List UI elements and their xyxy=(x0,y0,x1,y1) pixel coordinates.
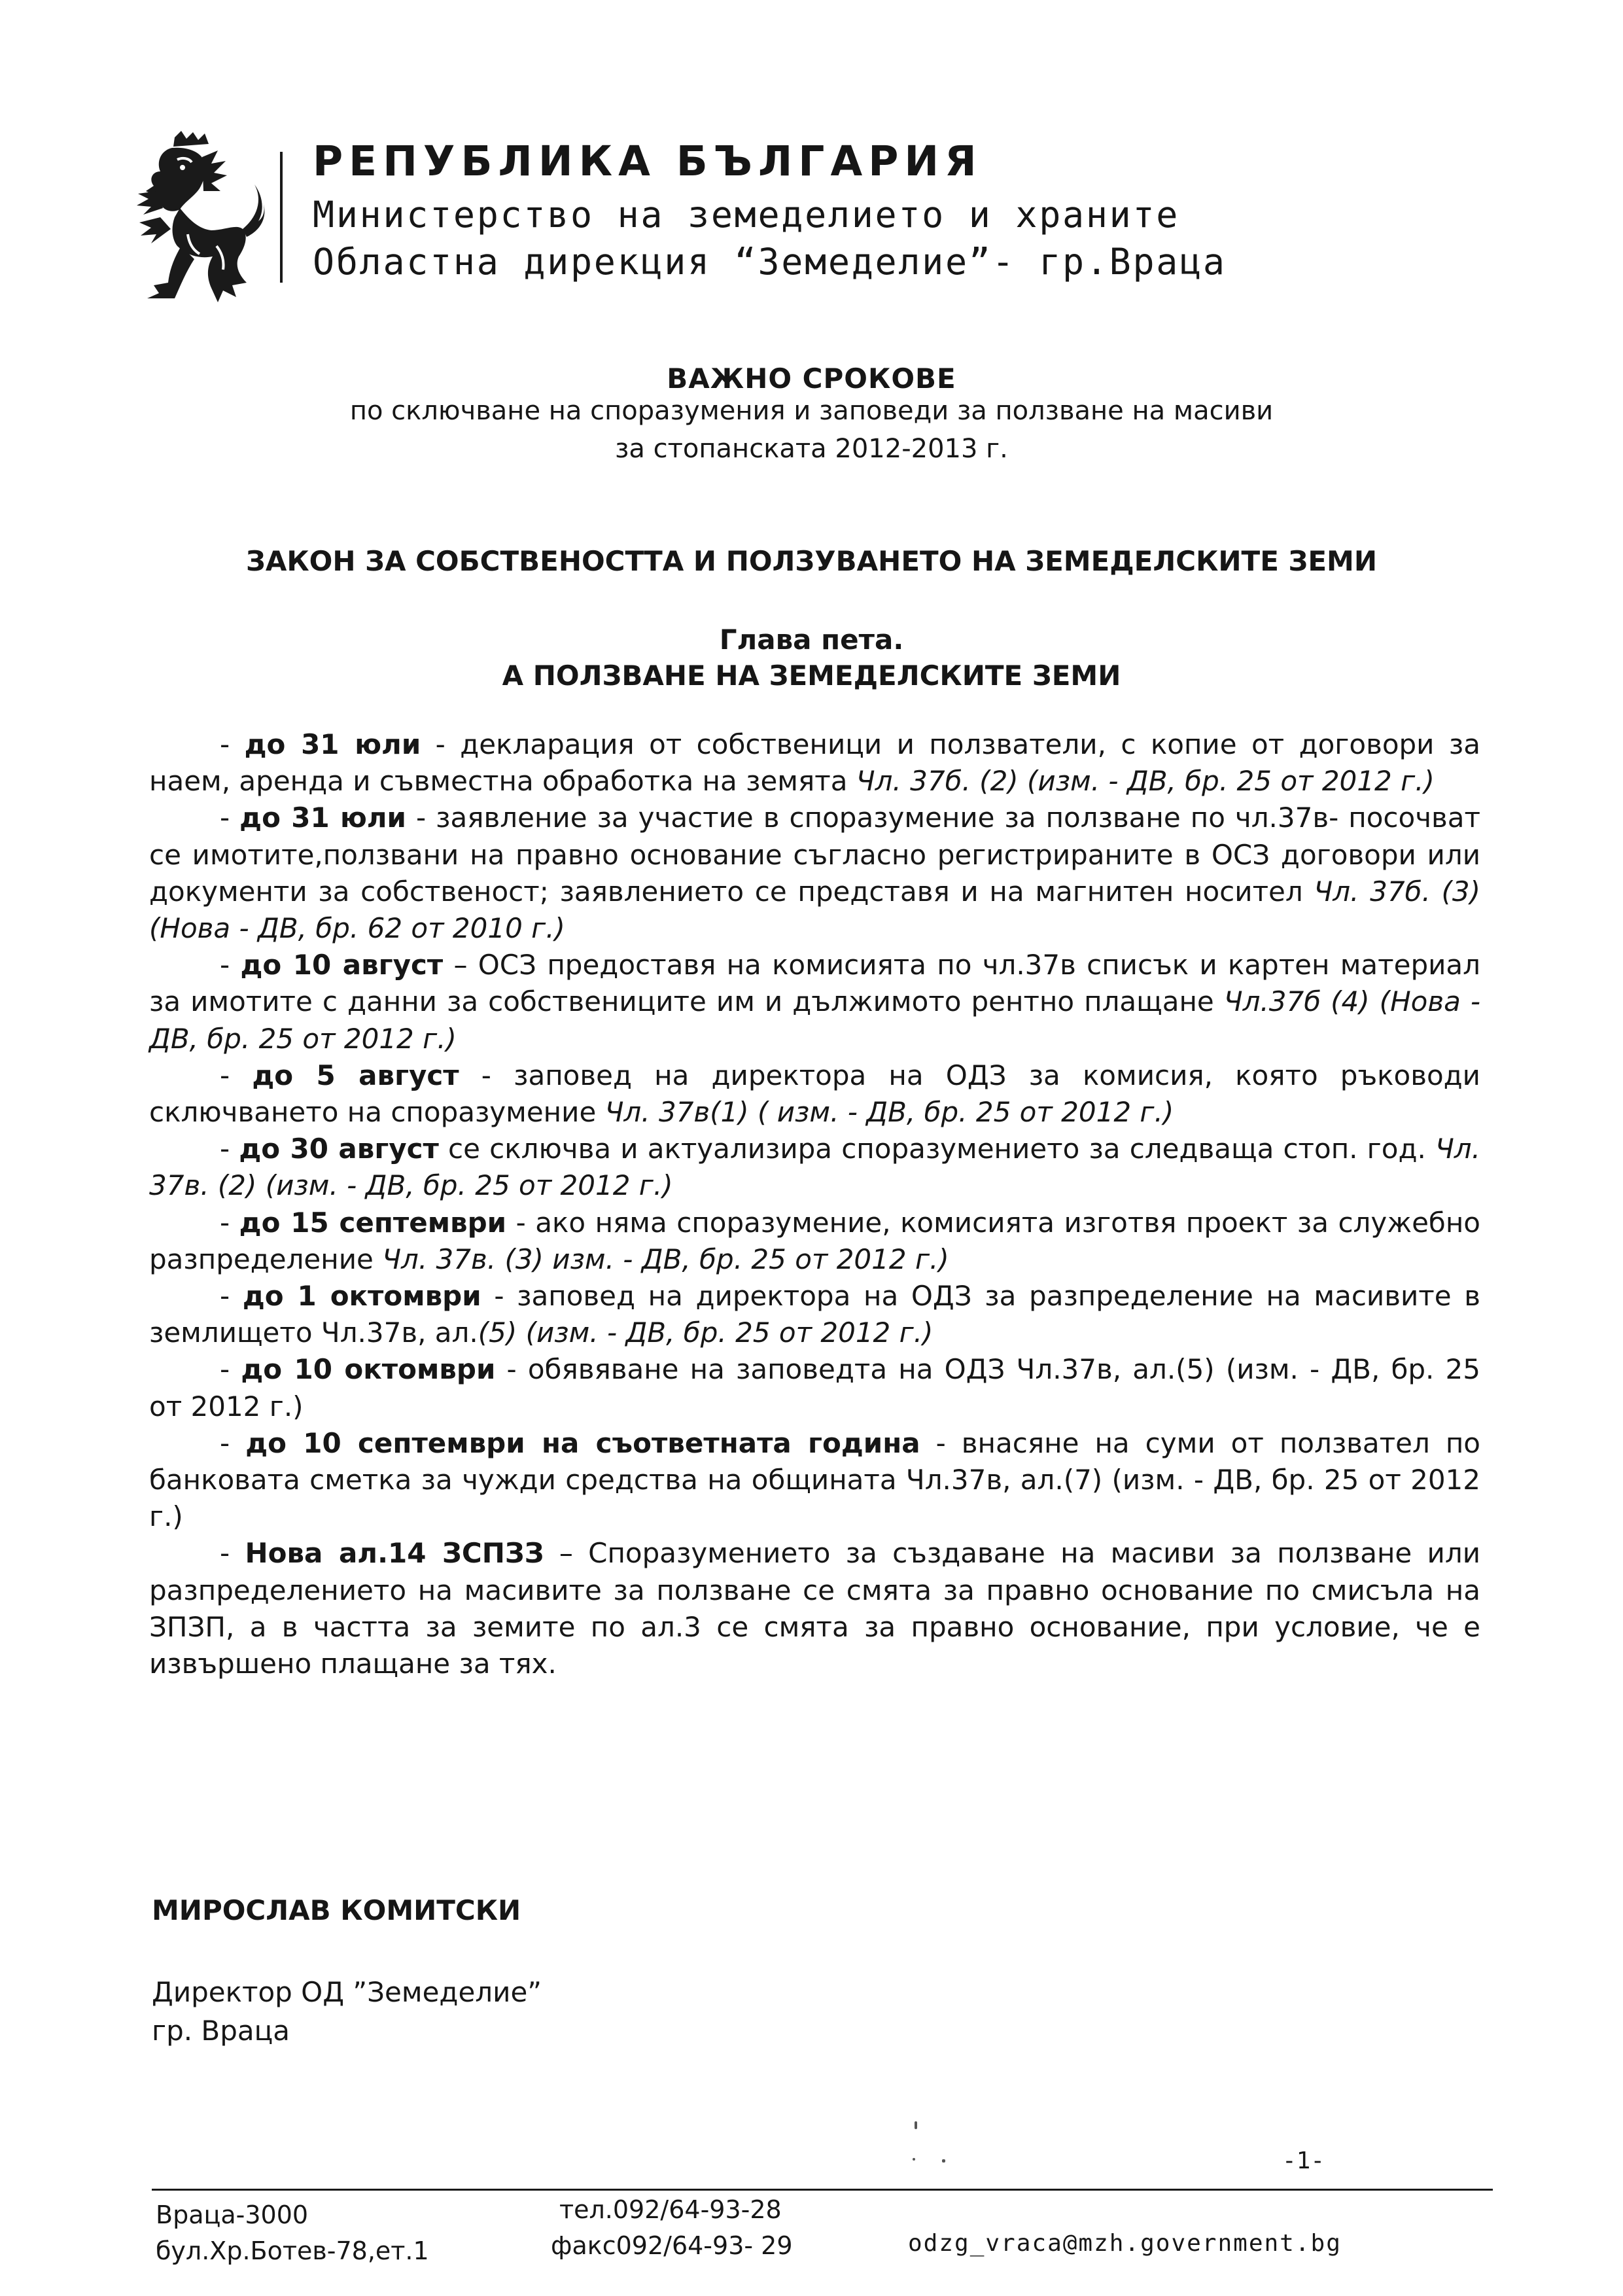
deadline-item xyxy=(149,1351,1480,1424)
deadline-item xyxy=(149,1057,1480,1131)
deadline-dash: - xyxy=(220,1133,230,1165)
deadline-term: до 30 август xyxy=(239,1133,439,1165)
deadline-text: - заявление за участие в споразумение за ползване по чл.37в- посочват се имотите,ползвани на правно основание съгласно регистрираните в ОСЗ договори или документи за собственост; заявлението се представя и на магнитен носител xyxy=(149,802,1480,908)
deadline-text: – ОСЗ предоставя на комисията по чл.37в списък и картен материал за имотите с данни за собствениците им и дължимото рентно плащане xyxy=(149,949,1480,1018)
scan-speck xyxy=(942,2159,945,2163)
lion-coat-of-arms-icon xyxy=(134,131,265,304)
deadline-term: до 15 септември xyxy=(239,1206,507,1239)
deadline-item xyxy=(149,1535,1480,1682)
footer-phone: тел.092/64-93-28 xyxy=(559,2195,782,2224)
deadline-dash: - xyxy=(220,1280,230,1313)
deadline-dash: - xyxy=(220,1059,230,1091)
footer-divider xyxy=(152,2189,1493,2191)
law-title: ЗАКОН ЗА СОБСТВЕНОСТТА И ПОЛЗУВАНЕТО НА ЗЕМЕДЕЛСКИТЕ ЗЕМИ xyxy=(245,545,1377,577)
deadline-dash: - xyxy=(220,1206,230,1239)
deadline-term: до 5 август xyxy=(252,1059,459,1091)
deadline-text: - обявяване на заповедта на ОДЗ Чл.37в, ал.(5) (изм. - ДВ, бр. 25 от 2012 г.) xyxy=(149,1353,1480,1422)
document-title: ВАЖНО СРОКОВЕ xyxy=(667,362,956,395)
deadline-item xyxy=(149,947,1480,1057)
deadline-legal-ref: Чл. 37в(1) ( изм. - ДВ, бр. 25 от 2012 г.) xyxy=(604,1096,1174,1129)
document-subtitle-line1: по сключване на споразумения и заповеди за ползване на масиви xyxy=(349,396,1274,426)
chapter-name: А ПОЛЗВАНЕ НА ЗЕМЕДЕЛСКИТЕ ЗЕМИ xyxy=(502,660,1121,692)
deadline-dash: - xyxy=(220,1426,230,1459)
deadline-dash: - xyxy=(220,728,230,760)
page-number: -1- xyxy=(1282,2147,1325,2174)
deadline-term: до 31 юли xyxy=(239,802,406,834)
deadline-term: до 10 септември на съответната година xyxy=(245,1426,920,1459)
footer-city-zip: Враца-3000 xyxy=(156,2200,309,2229)
chapter-number: Глава пета. xyxy=(719,624,904,656)
deadline-dash: - xyxy=(220,949,230,981)
deadline-item xyxy=(149,800,1480,947)
deadline-item xyxy=(149,1425,1480,1536)
deadline-text: - внасяне на суми от ползвател по банковата сметка за чужди средства на общината Чл.37в, ал.(7) (изм. - ДВ, бр. 25 от 2012 г.) xyxy=(149,1426,1481,1533)
footer-fax: факс092/64-93- 29 xyxy=(551,2231,793,2260)
deadline-text: - заповед на директора на ОДЗ за разпределение на масивите в землището Чл.37в, ал. xyxy=(149,1280,1481,1349)
ministry-name: Министерство на земеделието и храните xyxy=(313,194,1180,236)
deadline-list xyxy=(149,726,1480,1682)
deadline-text: - заповед на директора на ОДЗ за комисия, която ръководи сключването на споразумение xyxy=(149,1059,1480,1129)
document-subtitle-line2: за стопанската 2012-2013 г. xyxy=(615,434,1008,464)
directorate-name: Областна дирекция “Земеделие”- гр.Враца xyxy=(313,241,1227,283)
deadline-dash: - xyxy=(220,802,230,834)
deadline-item xyxy=(149,1205,1480,1278)
letterhead-divider xyxy=(280,152,283,283)
signatory-name: МИРОСЛАВ КОМИТСКИ xyxy=(152,1894,521,1926)
deadline-legal-ref: Чл. 37б. (2) (изм. - ДВ, бр. 25 от 2012 г.) xyxy=(856,765,1435,798)
deadline-dash: - xyxy=(220,1353,230,1386)
deadline-legal-ref: Чл. 37в. (3) изм. - ДВ, бр. 25 от 2012 г.) xyxy=(382,1243,949,1275)
scan-speck xyxy=(913,2158,915,2161)
footer-street-address: бул.Хр.Ботев-78,ет.1 xyxy=(156,2236,429,2265)
deadline-term: до 31 юли xyxy=(244,728,421,760)
deadline-legal-ref: Чл. 37в. (2) (изм. - ДВ, бр. 25 от 2012 г.) xyxy=(149,1133,1480,1202)
deadline-item xyxy=(149,726,1480,800)
deadline-legal-ref: Чл. 37б. (3) (Нова - ДВ, бр. 62 от 2010 г.) xyxy=(149,875,1480,945)
deadline-dash: - xyxy=(220,1537,230,1570)
deadline-term: до 10 октомври xyxy=(241,1353,496,1386)
deadline-term: Нова ал.14 ЗСПЗЗ xyxy=(245,1537,544,1570)
footer-email: odzg_vraca@mzh.government.bg xyxy=(908,2230,1342,2257)
deadline-text: – Споразумението за създаване на масиви за ползване или разпределението на масивите за ползване се смята за правно основание по смисъла на ЗПЗП, а в частта за земите по ал.3 се смята за правно основание, при условие, че е извършено плащане за тях. xyxy=(149,1537,1480,1680)
deadline-item xyxy=(149,1131,1480,1204)
deadline-legal-ref: Чл.37б (4) (Нова - ДВ, бр. 25 от 2012 г.) xyxy=(149,985,1481,1055)
signatory-city: гр. Враца xyxy=(152,2015,290,2047)
deadline-text: се сключва и актуализира споразумението за следваща стоп. год. xyxy=(438,1133,1435,1165)
country-name: РЕПУБЛИКА БЪЛГАРИЯ xyxy=(313,137,983,185)
deadline-term: до 10 август xyxy=(240,949,444,981)
deadline-item xyxy=(149,1278,1480,1351)
scan-speck xyxy=(915,2121,917,2129)
deadline-term: до 1 октомври xyxy=(242,1280,481,1313)
deadline-legal-ref: (5) (изм. - ДВ, бр. 25 от 2012 г.) xyxy=(478,1316,934,1349)
deadline-text: - ако няма споразумение, комисията изготвя проект за служебно разпределение xyxy=(149,1206,1480,1275)
signatory-role: Директор ОД ”Земеделие” xyxy=(152,1976,542,2008)
deadline-text: - декларация от собственици и ползватели, с копие от договори за наем, аренда и съвместна обработка на земята xyxy=(149,728,1480,798)
